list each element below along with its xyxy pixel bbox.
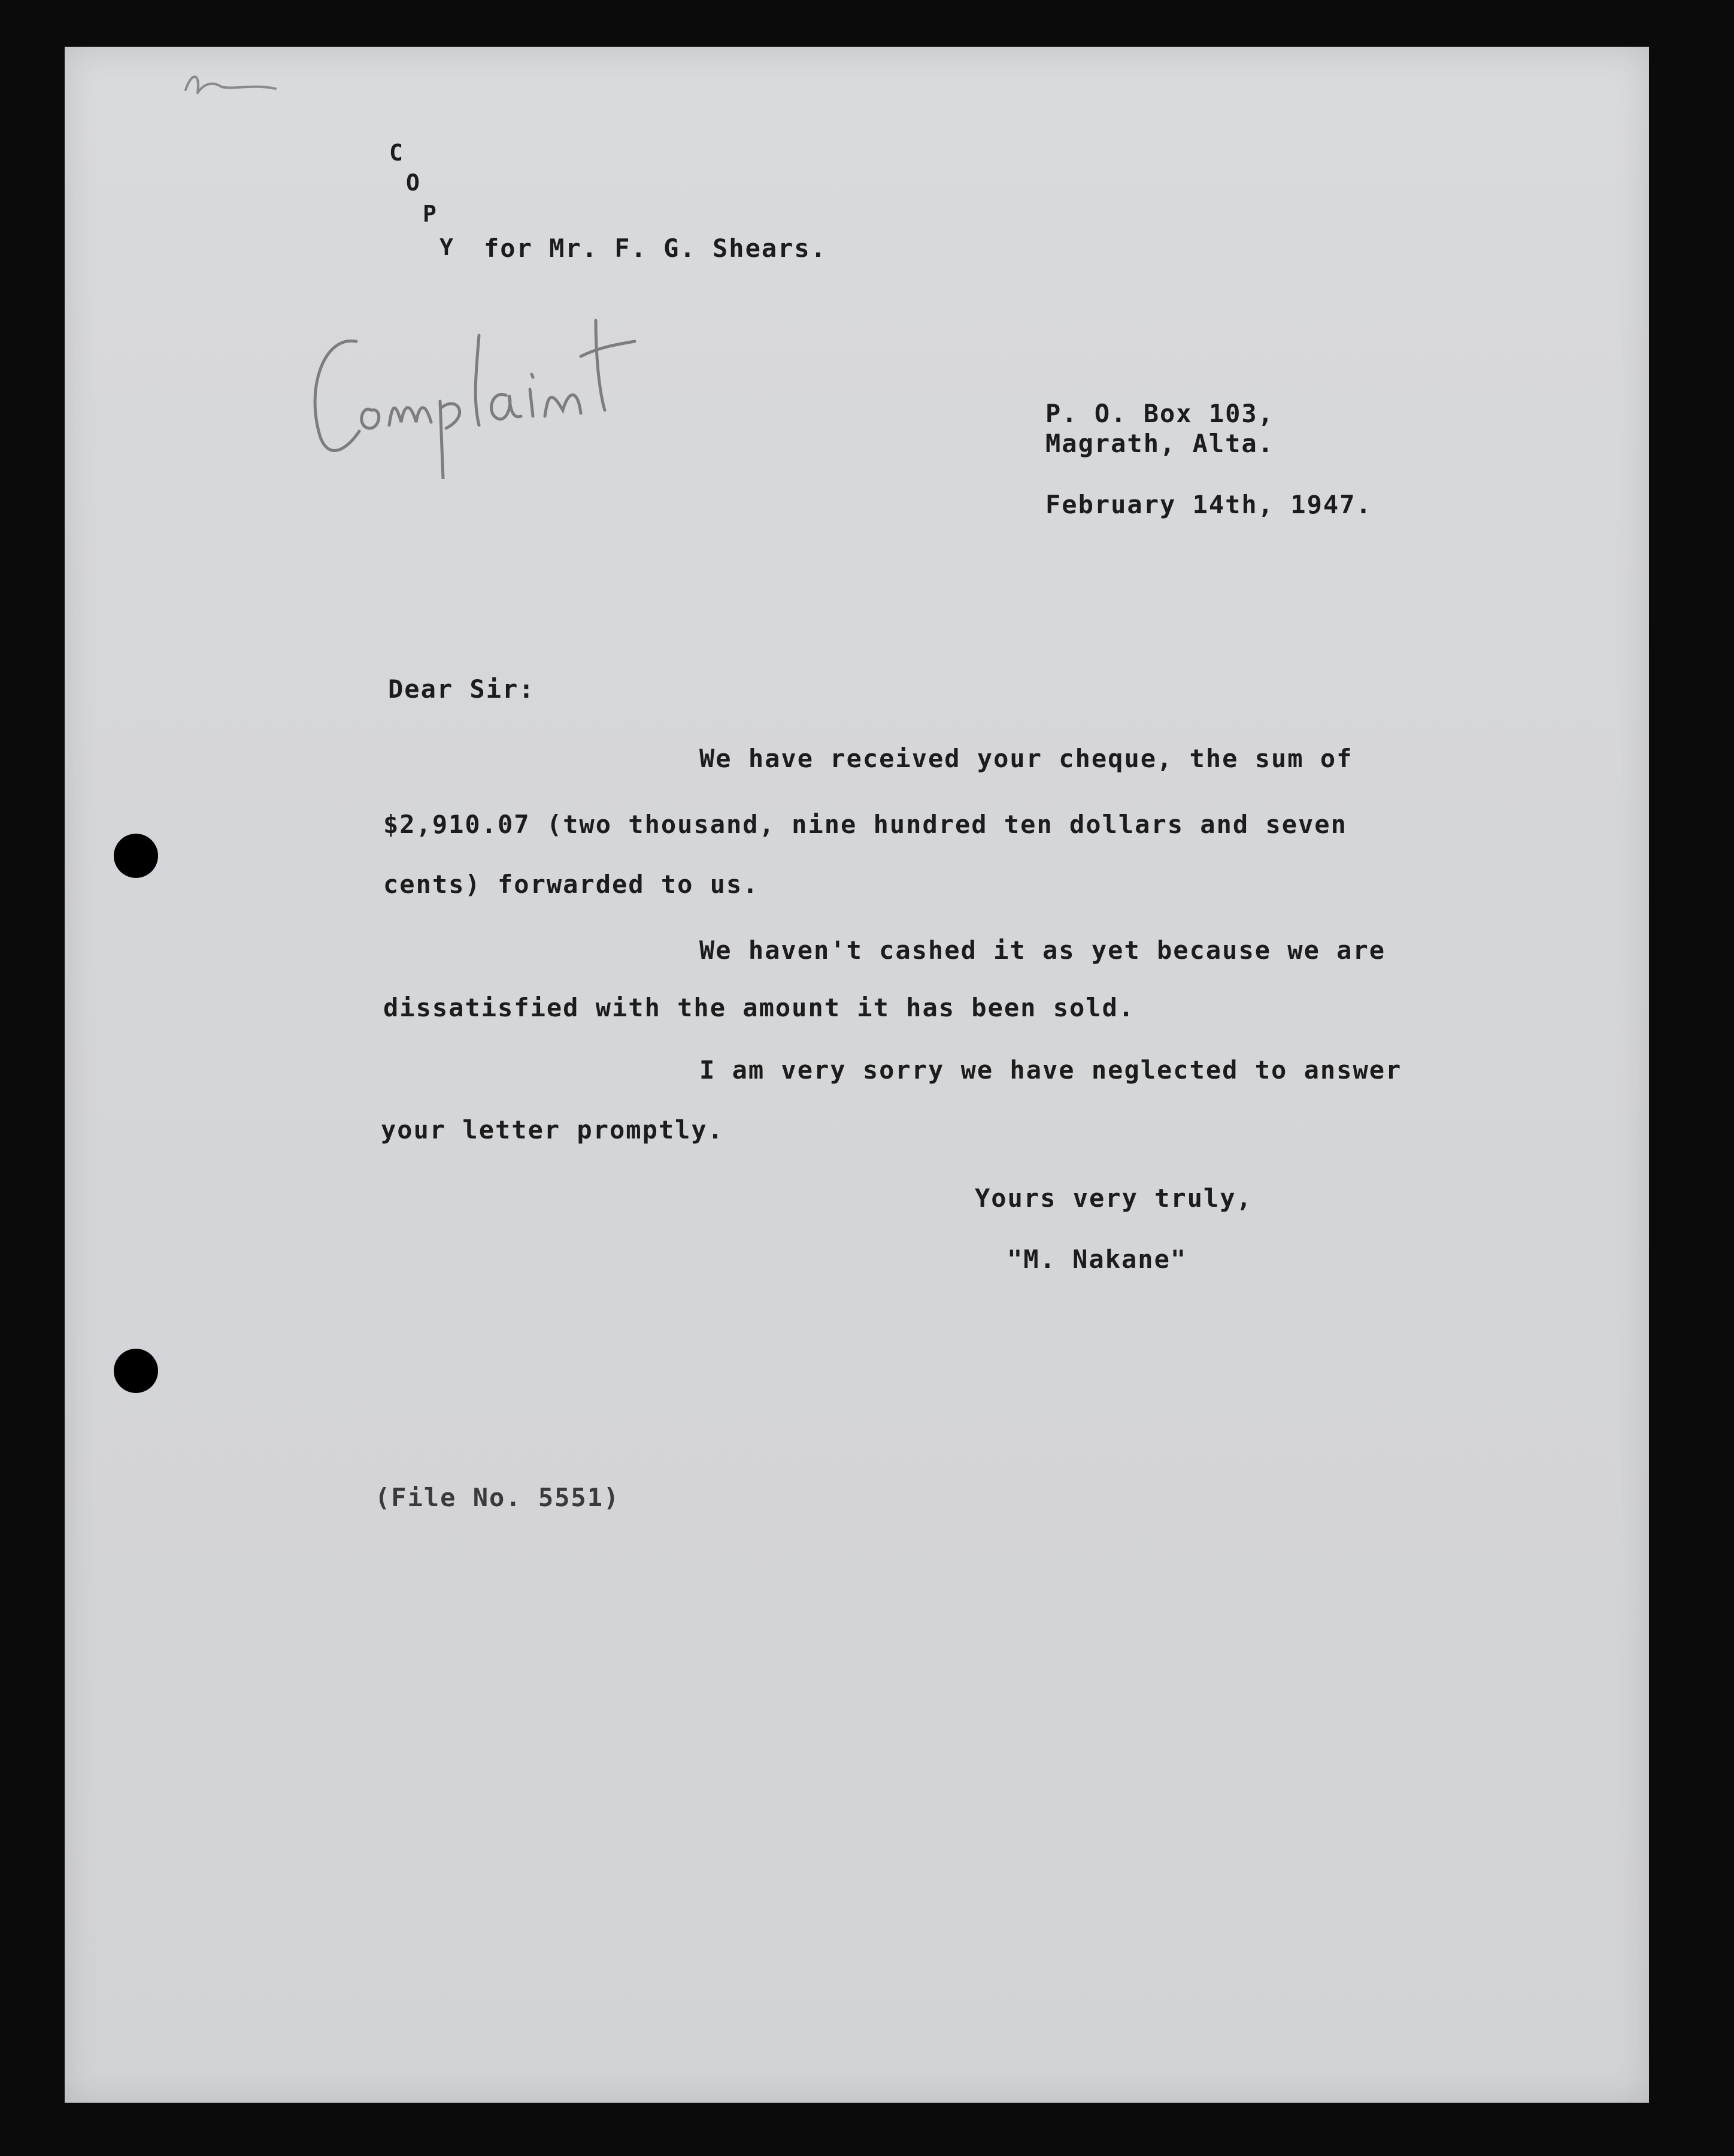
complimentary-close: Yours very truly, <box>975 1183 1253 1213</box>
paragraph-1-line-1: We have received your cheque, the sum of <box>699 744 1353 773</box>
handwritten-complaint-annotation <box>299 299 671 479</box>
paragraph-1-line-3: cents) forwarded to us. <box>383 870 759 899</box>
paragraph-1-line-2: $2,910.07 (two thousand, nine hundred ten dollars and seven <box>383 810 1347 839</box>
punch-hole-lower <box>114 1349 158 1393</box>
copy-letter-p: P <box>423 201 436 227</box>
recipient-note: for Mr. F. G. Shears. <box>484 234 827 263</box>
salutation: Dear Sir: <box>388 674 535 704</box>
copy-letter-o: O <box>406 169 420 196</box>
pencil-scribble-mark <box>180 66 299 108</box>
letter-date: February 14th, 1947. <box>1045 490 1372 519</box>
address-line-po-box: P. O. Box 103, <box>1045 399 1275 428</box>
copy-letter-y: Y <box>439 234 453 261</box>
punch-hole-upper <box>114 834 158 878</box>
paragraph-3-line-1: I am very sorry we have neglected to answer <box>699 1055 1402 1085</box>
file-number: (File No. 5551) <box>375 1483 620 1512</box>
signature-name: "M. Nakane" <box>1007 1244 1187 1274</box>
address-line-town: Magrath, Alta. <box>1045 429 1275 458</box>
paragraph-2-line-1: We haven't cashed it as yet because we are <box>699 935 1386 965</box>
paragraph-2-line-2: dissatisfied with the amount it has been sold. <box>383 993 1135 1022</box>
copy-letter-c: C <box>389 140 403 166</box>
paragraph-3-line-2: your letter promptly. <box>381 1115 724 1144</box>
